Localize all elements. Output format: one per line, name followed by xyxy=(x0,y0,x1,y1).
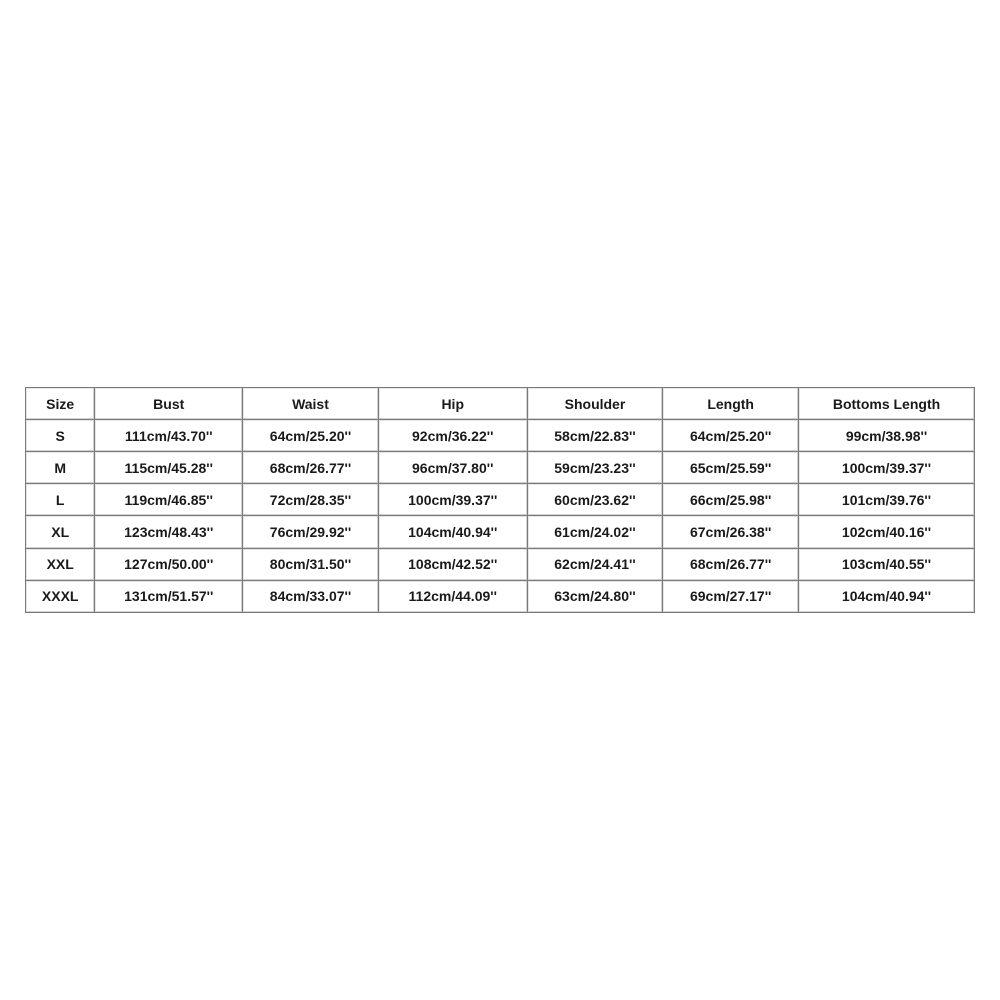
table-body xyxy=(26,420,975,613)
header-hip: Hip xyxy=(379,388,528,420)
cell-bottoms-length: 104cm/40.94'' xyxy=(799,581,975,613)
header-length: Length xyxy=(663,388,799,420)
cell-shoulder: 63cm/24.80'' xyxy=(528,581,664,613)
cell-hip: 96cm/37.80'' xyxy=(379,452,528,484)
cell-shoulder: 62cm/24.41'' xyxy=(528,549,664,581)
header-bust: Bust xyxy=(95,388,243,420)
table-row xyxy=(26,452,975,484)
cell-size: XXXL xyxy=(26,581,95,613)
cell-bust: 115cm/45.28'' xyxy=(95,452,243,484)
cell-length: 67cm/26.38'' xyxy=(663,516,799,548)
cell-shoulder: 61cm/24.02'' xyxy=(528,516,664,548)
cell-shoulder: 59cm/23.23'' xyxy=(528,452,664,484)
cell-hip: 92cm/36.22'' xyxy=(379,420,528,452)
cell-bottoms-length: 99cm/38.98'' xyxy=(799,420,975,452)
cell-bust: 111cm/43.70'' xyxy=(95,420,243,452)
size-chart-table xyxy=(25,387,975,613)
table-row xyxy=(26,581,975,613)
cell-size: S xyxy=(26,420,95,452)
table-row xyxy=(26,549,975,581)
cell-hip: 112cm/44.09'' xyxy=(379,581,528,613)
cell-bust: 119cm/46.85'' xyxy=(95,484,243,516)
cell-waist: 72cm/28.35'' xyxy=(243,484,379,516)
table-row xyxy=(26,420,975,452)
cell-shoulder: 60cm/23.62'' xyxy=(528,484,664,516)
cell-length: 68cm/26.77'' xyxy=(663,549,799,581)
table-row xyxy=(26,516,975,548)
cell-size: L xyxy=(26,484,95,516)
cell-size: XL xyxy=(26,516,95,548)
cell-hip: 100cm/39.37'' xyxy=(379,484,528,516)
cell-length: 66cm/25.98'' xyxy=(663,484,799,516)
cell-waist: 80cm/31.50'' xyxy=(243,549,379,581)
header-shoulder: Shoulder xyxy=(528,388,664,420)
header-waist: Waist xyxy=(243,388,379,420)
cell-size: M xyxy=(26,452,95,484)
header-row xyxy=(26,388,975,420)
cell-waist: 76cm/29.92'' xyxy=(243,516,379,548)
cell-bottoms-length: 102cm/40.16'' xyxy=(799,516,975,548)
cell-bottoms-length: 100cm/39.37'' xyxy=(799,452,975,484)
cell-waist: 84cm/33.07'' xyxy=(243,581,379,613)
header-bottoms-length: Bottoms Length xyxy=(799,388,975,420)
cell-shoulder: 58cm/22.83'' xyxy=(528,420,664,452)
cell-hip: 108cm/42.52'' xyxy=(379,549,528,581)
cell-bottoms-length: 103cm/40.55'' xyxy=(799,549,975,581)
cell-bust: 127cm/50.00'' xyxy=(95,549,243,581)
cell-waist: 64cm/25.20'' xyxy=(243,420,379,452)
cell-length: 69cm/27.17'' xyxy=(663,581,799,613)
cell-length: 64cm/25.20'' xyxy=(663,420,799,452)
table-header xyxy=(26,388,975,420)
cell-length: 65cm/25.59'' xyxy=(663,452,799,484)
cell-bust: 131cm/51.57'' xyxy=(95,581,243,613)
cell-hip: 104cm/40.94'' xyxy=(379,516,528,548)
header-size: Size xyxy=(26,388,95,420)
cell-waist: 68cm/26.77'' xyxy=(243,452,379,484)
table-row xyxy=(26,484,975,516)
cell-bottoms-length: 101cm/39.76'' xyxy=(799,484,975,516)
cell-size: XXL xyxy=(26,549,95,581)
cell-bust: 123cm/48.43'' xyxy=(95,516,243,548)
